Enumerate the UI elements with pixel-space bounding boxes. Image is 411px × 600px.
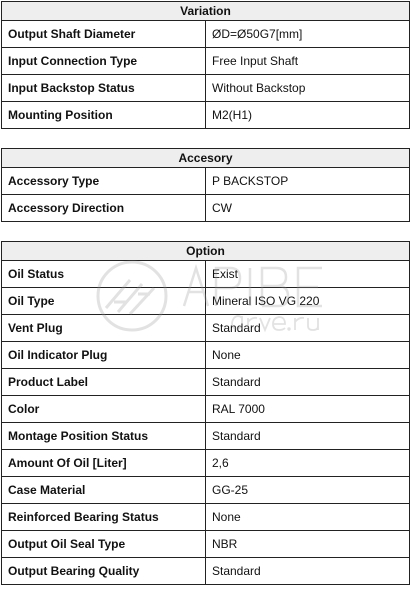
spec-value: RAL 7000 bbox=[206, 396, 410, 423]
spec-value: Mineral ISO VG 220 bbox=[206, 288, 410, 315]
spec-label: Input Backstop Status bbox=[2, 75, 206, 102]
spec-value: Standard bbox=[206, 423, 410, 450]
table-row bbox=[2, 195, 410, 222]
table-row bbox=[2, 396, 410, 423]
spec-value: Standard bbox=[206, 558, 410, 585]
spec-value: Standard bbox=[206, 369, 410, 396]
spec-label: Output Bearing Quality bbox=[2, 558, 206, 585]
spec-label: Reinforced Bearing Status bbox=[2, 504, 206, 531]
table-row bbox=[2, 423, 410, 450]
spec-value: None bbox=[206, 504, 410, 531]
spec-label: Color bbox=[2, 396, 206, 423]
spec-label: Oil Status bbox=[2, 261, 206, 288]
table-row bbox=[2, 21, 410, 48]
spec-label: Product Label bbox=[2, 369, 206, 396]
spec-value: NBR bbox=[206, 531, 410, 558]
spec-label: Oil Type bbox=[2, 288, 206, 315]
spec-value: 2,6 bbox=[206, 450, 410, 477]
table-row bbox=[2, 342, 410, 369]
option-header: Option bbox=[2, 242, 410, 261]
table-row bbox=[2, 558, 410, 585]
spec-value: M2(H1) bbox=[206, 102, 410, 129]
table-row bbox=[2, 369, 410, 396]
spec-label: Oil Indicator Plug bbox=[2, 342, 206, 369]
spec-label: Accessory Type bbox=[2, 168, 206, 195]
spec-label: Output Oil Seal Type bbox=[2, 531, 206, 558]
option-table bbox=[1, 241, 410, 585]
spec-label: Case Material bbox=[2, 477, 206, 504]
accessory-header: Accesory bbox=[2, 149, 410, 168]
variation-table bbox=[1, 1, 410, 129]
spec-value: Standard bbox=[206, 315, 410, 342]
spec-label: Vent Plug bbox=[2, 315, 206, 342]
table-row bbox=[2, 168, 410, 195]
table-row bbox=[2, 450, 410, 477]
table-row bbox=[2, 288, 410, 315]
table-row bbox=[2, 315, 410, 342]
table-row bbox=[2, 504, 410, 531]
accessory-table bbox=[1, 148, 410, 222]
spec-value: None bbox=[206, 342, 410, 369]
spec-value: GG-25 bbox=[206, 477, 410, 504]
spec-value: Exist bbox=[206, 261, 410, 288]
spec-label: Output Shaft Diameter bbox=[2, 21, 206, 48]
spec-value: P BACKSTOP bbox=[206, 168, 410, 195]
spec-label: Accessory Direction bbox=[2, 195, 206, 222]
spec-value: ØD=Ø50G7[mm] bbox=[206, 21, 410, 48]
spec-label: Input Connection Type bbox=[2, 48, 206, 75]
table-row bbox=[2, 102, 410, 129]
table-row bbox=[2, 477, 410, 504]
variation-header: Variation bbox=[2, 2, 410, 21]
table-row bbox=[2, 261, 410, 288]
table-row bbox=[2, 531, 410, 558]
spec-value: Without Backstop bbox=[206, 75, 410, 102]
spec-label: Mounting Position bbox=[2, 102, 206, 129]
spec-label: Amount Of Oil [Liter] bbox=[2, 450, 206, 477]
table-row bbox=[2, 75, 410, 102]
spec-value: CW bbox=[206, 195, 410, 222]
spec-label: Montage Position Status bbox=[2, 423, 206, 450]
table-row bbox=[2, 48, 410, 75]
spec-value: Free Input Shaft bbox=[206, 48, 410, 75]
